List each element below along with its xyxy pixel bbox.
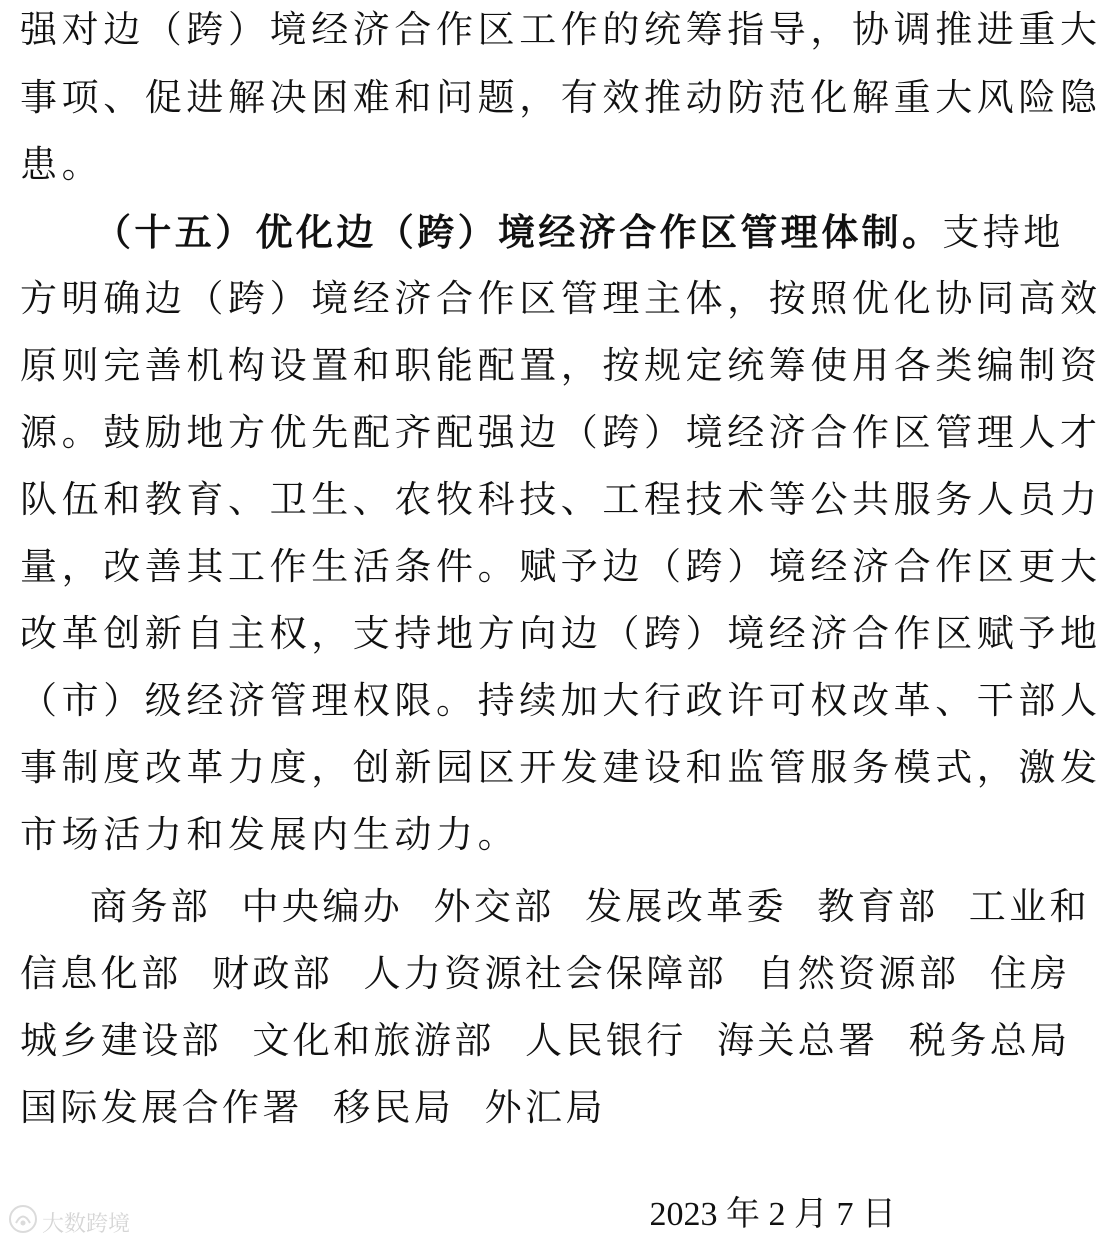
paragraph-line: 队伍和教育、卫生、农牧科技、工程技术等公共服务人员力 [20,478,1102,521]
agencies-line: 国际发展合作署 移民局 外汇局 [20,1086,606,1129]
paragraph-line: 方明确边（跨）境经济合作区管理主体，按照优化协同高效 [20,277,1102,320]
paragraph-line: 事项、促进解决困难和问题，有效推动防范化解重大风险隐 [20,76,1102,119]
watermark-text: 大数跨境 [42,1211,131,1237]
paragraph-line: 源。鼓励地方优先配齐配强边（跨）境经济合作区管理人才 [20,411,1102,454]
section-15-first-line [94,208,1064,256]
agencies-line: 信息化部 财政部 人力资源社会保障部 自然资源部 住房 [20,952,1071,995]
logo-icon [8,1204,42,1240]
paragraph-line: 市场活力和发展内生动力。 [20,813,520,856]
paragraph-line: 量，改善其工作生活条件。赋予边（跨）境经济合作区更大 [20,545,1102,588]
agencies-line: 商务部 中央编办 外交部 发展改革委 教育部 工业和 [90,885,1091,928]
section-15-heading: （十五）优化边（跨）境经济合作区管理体制。 [94,210,943,254]
paragraph-line: 改革创新自主权，支持地方向边（跨）境经济合作区赋予地 [20,612,1102,655]
section-15-first-line-text: 支持地 [942,211,1064,254]
paragraph-line: 事制度改革力度，创新园区开发建设和监管服务模式，激发 [20,746,1102,789]
paragraph-line: 患。 [20,143,104,186]
paragraph-line: （市）级经济管理权限。持续加大行政许可权改革、干部人 [20,679,1102,722]
watermark [8,1205,130,1239]
paragraph-line: 原则完善机构设置和职能配置，按规定统筹使用各类编制资 [20,344,1102,387]
document-date: 2023 年 2 月 7 日 [649,1196,896,1233]
paragraph-line: 强对边（跨）境经济合作区工作的统筹指导，协调推进重大 [20,8,1102,51]
agencies-line: 城乡建设部 文化和旅游部 人民银行 海关总署 税务总局 [20,1019,1071,1062]
